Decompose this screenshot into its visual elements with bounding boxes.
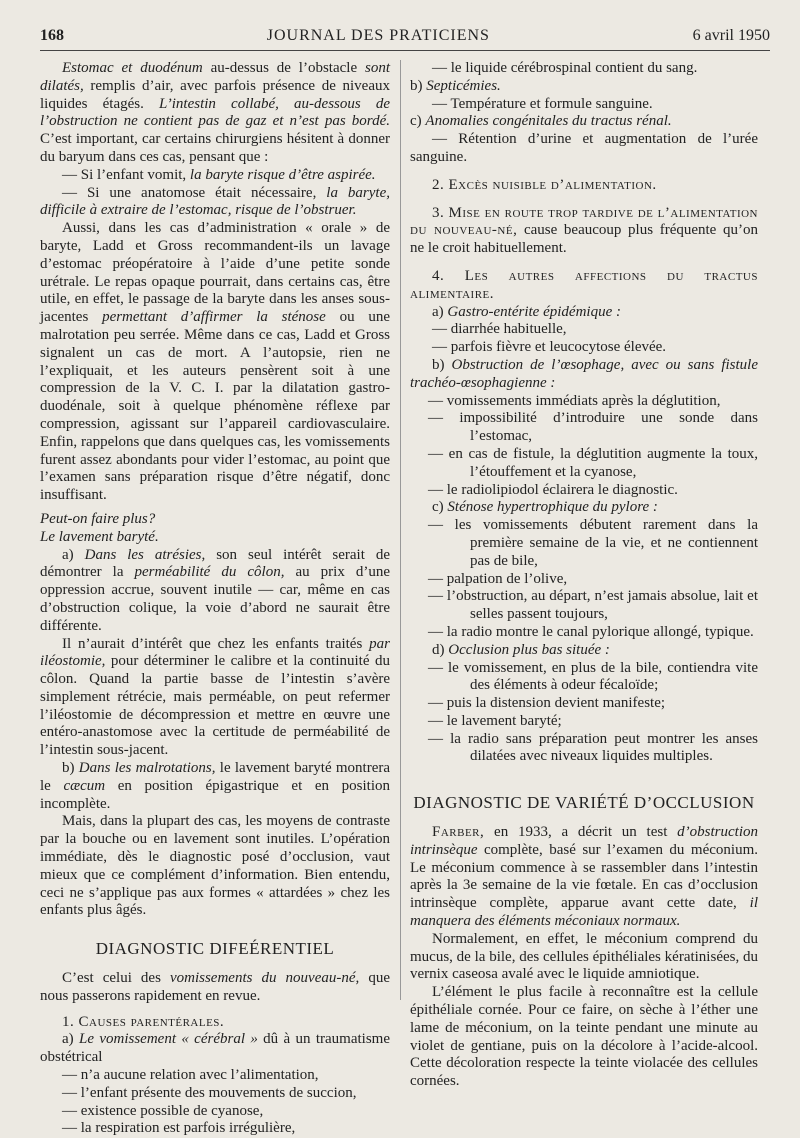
list-item: — le liquide cérébrospinal contient du sang. <box>432 60 698 76</box>
list-item: — en cas de fistule, la déglutition augmente la toux, l’étouffement et la cyanose, <box>428 445 758 480</box>
list-item: — le lavement baryté; <box>428 712 562 729</box>
list-item: — Si l’enfant vomit, la baryte risque d’être aspirée. <box>62 166 376 183</box>
section-heading: DIAGNOSTIC DE VARIÉTÉ D’OCCLUSION <box>413 793 755 813</box>
paragraph: a) Le vomissement « cérébral » dû à un traumatisme obstétrical <box>40 1031 390 1066</box>
paragraph: Estomac et duodénum au-dessus de l’obstacle sont dilatés, remplis d’air, avec parfois présence de niveaux liquides étagés. L’intestin collabé, au-dessous de l’obstruction ne contient pas de gaz et n’est pas bordé. C’est important, car certains chirurgiens hésitent à donner du baryum dans ces cas, pensant que : <box>40 60 390 165</box>
subheading: 4. Les autres affections du tractus alimentaire. <box>410 267 758 302</box>
list-item: — n’a aucune relation avec l’alimentation, <box>62 1067 319 1084</box>
subheading: Peut-on faire plus? <box>40 510 156 527</box>
paragraph: L’élément le plus facile à reconnaître est la cellule épithéliale cornée. Pour ce faire, on sèche à l’éther une lame de méconium, on la teinte pendant une minute au violet de gentiane, puis on la décolore à l’acide-alcool. Cette décoloration respecte la teinte violacée des cellules cornées. <box>410 984 758 1090</box>
subheading: Le lavement baryté. <box>40 528 159 545</box>
paragraph: a) Dans les atrésies, son seul intérêt serait de démontrer la perméabilité du côlon, au prix d’une oppression accrue, souvent inutile — car, même en cas d’obstruction colique, la voie d’abord ne saurait être différente. <box>40 546 390 634</box>
list-item: — la radio sans préparation peut montrer les anses dilatées avec niveaux liquides multiples. <box>428 730 758 765</box>
paragraph: b) Dans les malrotations, le lavement baryté montrera le cæcum en position épigastrique et en position incomplète. <box>40 760 391 812</box>
page-header <box>40 22 770 51</box>
list-item: — le radiolipiodol éclairera le diagnostic. <box>428 481 678 498</box>
journal-title: JOURNAL DES PRATICIENS <box>266 27 490 44</box>
section-heading: DIAGNOSTIC DIFEÉRENTIEL <box>95 939 335 959</box>
list-item: — diarrhée habituelle, <box>432 321 567 338</box>
list-item: — existence possible de cyanose, <box>62 1102 264 1119</box>
subheading: c) Anomalies congénitales du tractus rénal. <box>410 113 672 130</box>
list-item: — le vomissement, en plus de la bile, contiendra vite des éléments à odeur fécaloïde; <box>428 659 758 694</box>
paragraph: 3. Mise en route trop tardive de l’alimentation du nouveau-né, cause beaucoup plus fréquente qu’on ne le croit habituellement. <box>410 204 758 257</box>
subheading: b) Septicémies. <box>410 77 501 94</box>
list-item: — l’enfant présente des mouvements de succion, <box>62 1084 357 1101</box>
left-column <box>40 60 390 1138</box>
list-item: — palpation de l’olive, <box>428 570 568 587</box>
list-item: — puis la distension devient manifeste; <box>428 695 666 712</box>
subheading: d) Occlusion plus bas située : <box>432 641 610 658</box>
subheading: a) Gastro-entérite épidémique : <box>432 303 621 320</box>
issue-date: 6 avril 1950 <box>692 27 770 44</box>
subheading: c) Sténose hypertrophique du pylore : <box>432 499 658 516</box>
subheading: b) Obstruction de l’œsophage, avec ou sans fistule trachéo-œsophagienne : <box>410 356 758 391</box>
list-item: — Température et formule sanguine. <box>432 95 653 112</box>
list-item: — la respiration est parfois irrégulière, <box>62 1120 296 1137</box>
list-item: — Si une anatomose était nécessaire, la baryte, difficile à extraire de l’estomac, risque de l’obstruer. <box>40 184 390 219</box>
subheading: 1. Causes parentérales. <box>62 1013 225 1030</box>
list-item: — parfois fièvre et leucocytose élevée. <box>432 339 667 356</box>
list-item: — vomissements immédiats après la déglutition, <box>428 392 721 409</box>
subheading: 2. Excès nuisible d’alimentation. <box>432 176 657 193</box>
paragraph: C’est celui des vomissements du nouveau-né, que nous passerons rapidement en revue. <box>40 970 390 1004</box>
paragraph: Aussi, dans les cas d’administration « orale » de baryte, Ladd et Gross recommandent-ils un lavage d’estomac préopératoire à l’aide d’une petite sonde urétrale. Le repas opaque pourrait, dans certains cas, être utile, en effet, le passage de la baryte dans les anses sous-jacentes permettant d’affirmer la sténose ou une malrotation peu serrée. Même dans ce cas, Ladd et Gross signalent un cas de mort. A l’autopsie, rien ne l’expliquait, et les auteurs pensèrent soit à une compression de la V. C. I. par la dilatation gastro-duodénale, soit à quelque phénomène réflexe par compression, agissant sur l’appareil cardiovasculaire. Enfin, rappelons que dans quelques cas, les vomissements furent assez abondants pour vider l’estomac, au point que l’examen sans préparation risque d’être négatif, donc insuffisant. <box>40 220 390 504</box>
paragraph: Il n’aurait d’intérêt que chez les enfants traités par iléostomie, pour déterminer le calibre et la continuité du côlon. Quand la partie basse de l’intestin s’avère simplement rétrécie, mais perméable, on peut refermer l’iléostomie de décompression et mettre en œuvre une entéro-anastomose avec la certitude de perméabilité de l’intestin sous-jacent. <box>40 635 390 759</box>
page-number: 168 <box>40 27 64 44</box>
paragraph: Normalement, en effet, le méconium comprend du mucus, de la bile, des cellules épithéliales kératinisées, du vernix caseosa avalé avec le liquide amniotique. <box>410 930 758 983</box>
right-column <box>410 60 758 1091</box>
paragraph: Farber, en 1933, a décrit un test d’obstruction intrinsèque complète, basé sur l’examen du méconium. Le méconium commence à se rassembler dans l’intestin après la 3e semaine de la vie fœtale. En cas d’occlusion intrinsèque complète, apparue avant cette date, il manquera des éléments méconiaux normaux. <box>410 824 758 930</box>
column-divider <box>400 60 401 1000</box>
paragraph: Mais, dans la plupart des cas, les moyens de contraste par la bouche ou en lavement sont inutiles. L’opération immédiate, dès le diagnostic posé d’occlusion, vaut mieux que ce complément d’information. Bien entendu, ceci ne s’applique pas aux formes « attardées » chez les enfants plus âgés. <box>40 813 390 919</box>
list-item: — les vomissements débutent rarement dans la première semaine de la vie, et ne contiennent pas de bile, <box>428 517 758 569</box>
list-item: — la radio montre le canal pylorique allongé, typique. <box>428 623 754 640</box>
list-item: — l’obstruction, au départ, n’est jamais absolue, lait et selles passent toujours, <box>428 588 758 623</box>
list-item: — Rétention d’urine et augmentation de l’urée sanguine. <box>410 131 758 165</box>
list-item: — impossibilité d’introduire une sonde dans l’estomac, <box>428 410 758 445</box>
